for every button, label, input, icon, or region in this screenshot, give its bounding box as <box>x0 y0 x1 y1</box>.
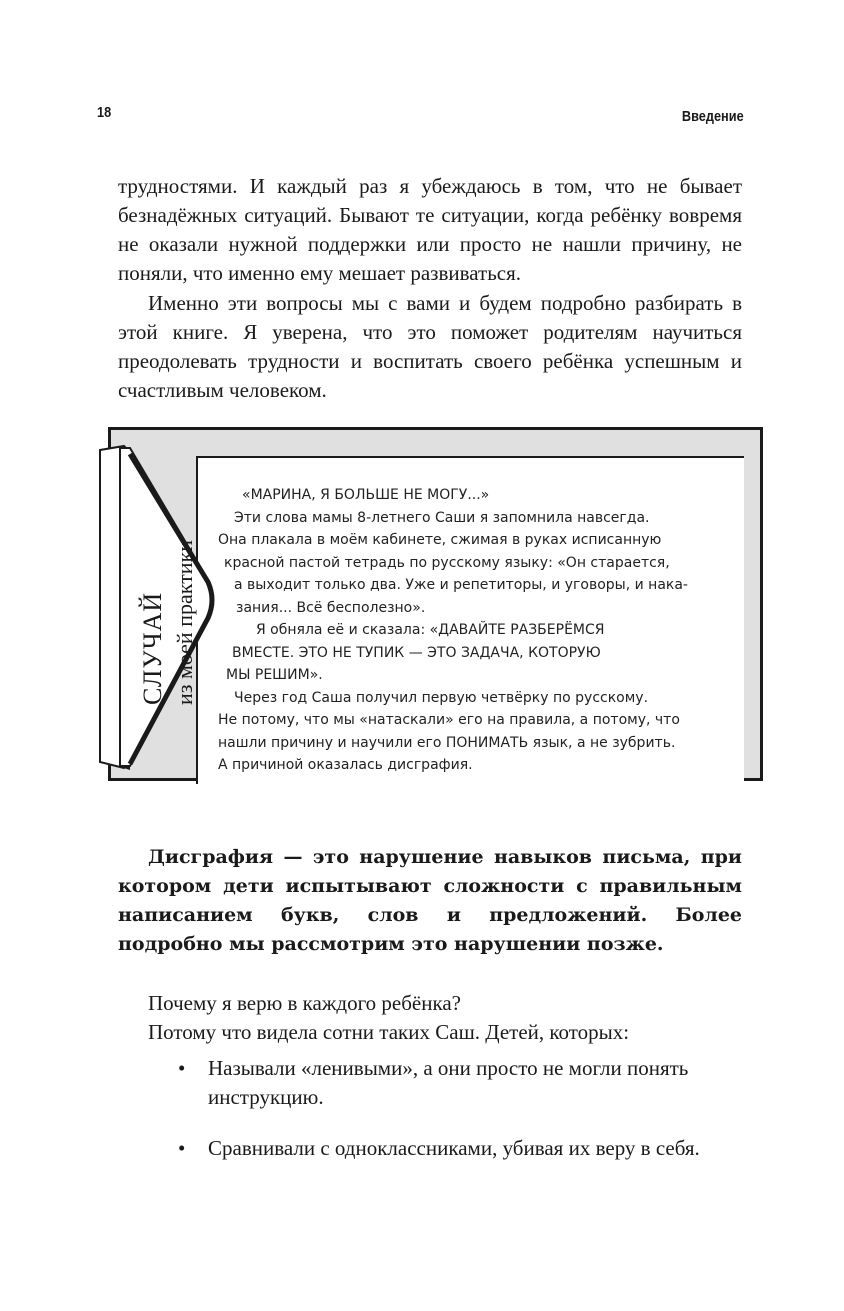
answer-line: Потому что видела сотни таких Саш. Детей, которых: <box>148 1020 630 1044</box>
case-line: зания... Всё бесполезно». <box>236 599 426 616</box>
definition-paragraph: Дисграфия — это нарушение навыков письма, при котором дети испытывают сложности с правильным написанием букв, слов и предложений. Более подробно мы рассмотрим это нарушении позже. <box>118 846 742 955</box>
bullet-marker: • <box>178 1056 186 1080</box>
intro-paragraph-2: Именно эти вопросы мы с вами и будем подробно разбирать в этой книге. Я уверена, что это поможет родителям научиться преодолевать трудности и воспитать своего ребёнка успешным и счастливым человеком. <box>118 291 742 402</box>
case-line: нашли причину и научили его ПОНИМАТЬ язык, а не зубрить. <box>218 734 676 751</box>
case-line: Через год Саша получил первую четвёрку по русскому. <box>234 689 649 706</box>
case-tab-title: СЛУЧАЙ <box>138 591 167 705</box>
case-line: Не потому, что мы «натаскали» его на правила, а потому, что <box>218 712 680 728</box>
bullet-marker: • <box>178 1136 186 1160</box>
case-line: ВМЕСТЕ. ЭТО НЕ ТУПИК — ЭТО ЗАДАЧА, КОТОРУЮ <box>232 644 601 661</box>
page-number: 18 <box>97 104 112 121</box>
case-line: Она плакала в моём кабинете, сжимая в руках исписанную <box>218 532 662 548</box>
case-line: А причиной оказалась дисграфия. <box>218 757 473 773</box>
case-line: МЫ РЕШИМ». <box>226 667 323 683</box>
question-line: Почему я верю в каждого ребёнка? <box>148 991 462 1015</box>
case-line: «МАРИНА, Я БОЛЬШЕ НЕ МОГУ...» <box>242 487 490 503</box>
case-line: Эти слова мамы 8-летнего Саши я запомнила навсегда. <box>234 509 650 526</box>
case-line: красной пастой тетрадь по русскому языку: «Он старается, <box>224 554 670 571</box>
bullet-text: Сравнивали с одноклассниками, убивая их веру в себя. <box>208 1136 700 1160</box>
list-item <box>178 1134 738 1194</box>
case-tab-subtitle: из моей практики <box>172 540 197 705</box>
list-item <box>178 1054 738 1114</box>
intro-paragraph-1: трудностями. И каждый раз я убеждаюсь в том, что не бывает безнадёжных ситуаций. Бывают те ситуации, когда ребёнку вовремя не оказали нужной поддержки или просто не нашли причину, не поняли, что именно ему мешает развиваться. <box>118 174 742 285</box>
case-line: Я обняла её и сказала: «ДАВАЙТЕ РАЗБЕРЁМСЯ <box>256 622 605 638</box>
running-head: Введение <box>682 108 744 125</box>
bullet-text: Называли «ленивыми», а они просто не могли понять инструкцию. <box>208 1056 689 1109</box>
case-line: а выходит только два. Уже и репетиторы, и уговоры, и нака- <box>234 577 688 593</box>
case-story <box>218 484 728 777</box>
case-tab-label <box>112 450 220 770</box>
